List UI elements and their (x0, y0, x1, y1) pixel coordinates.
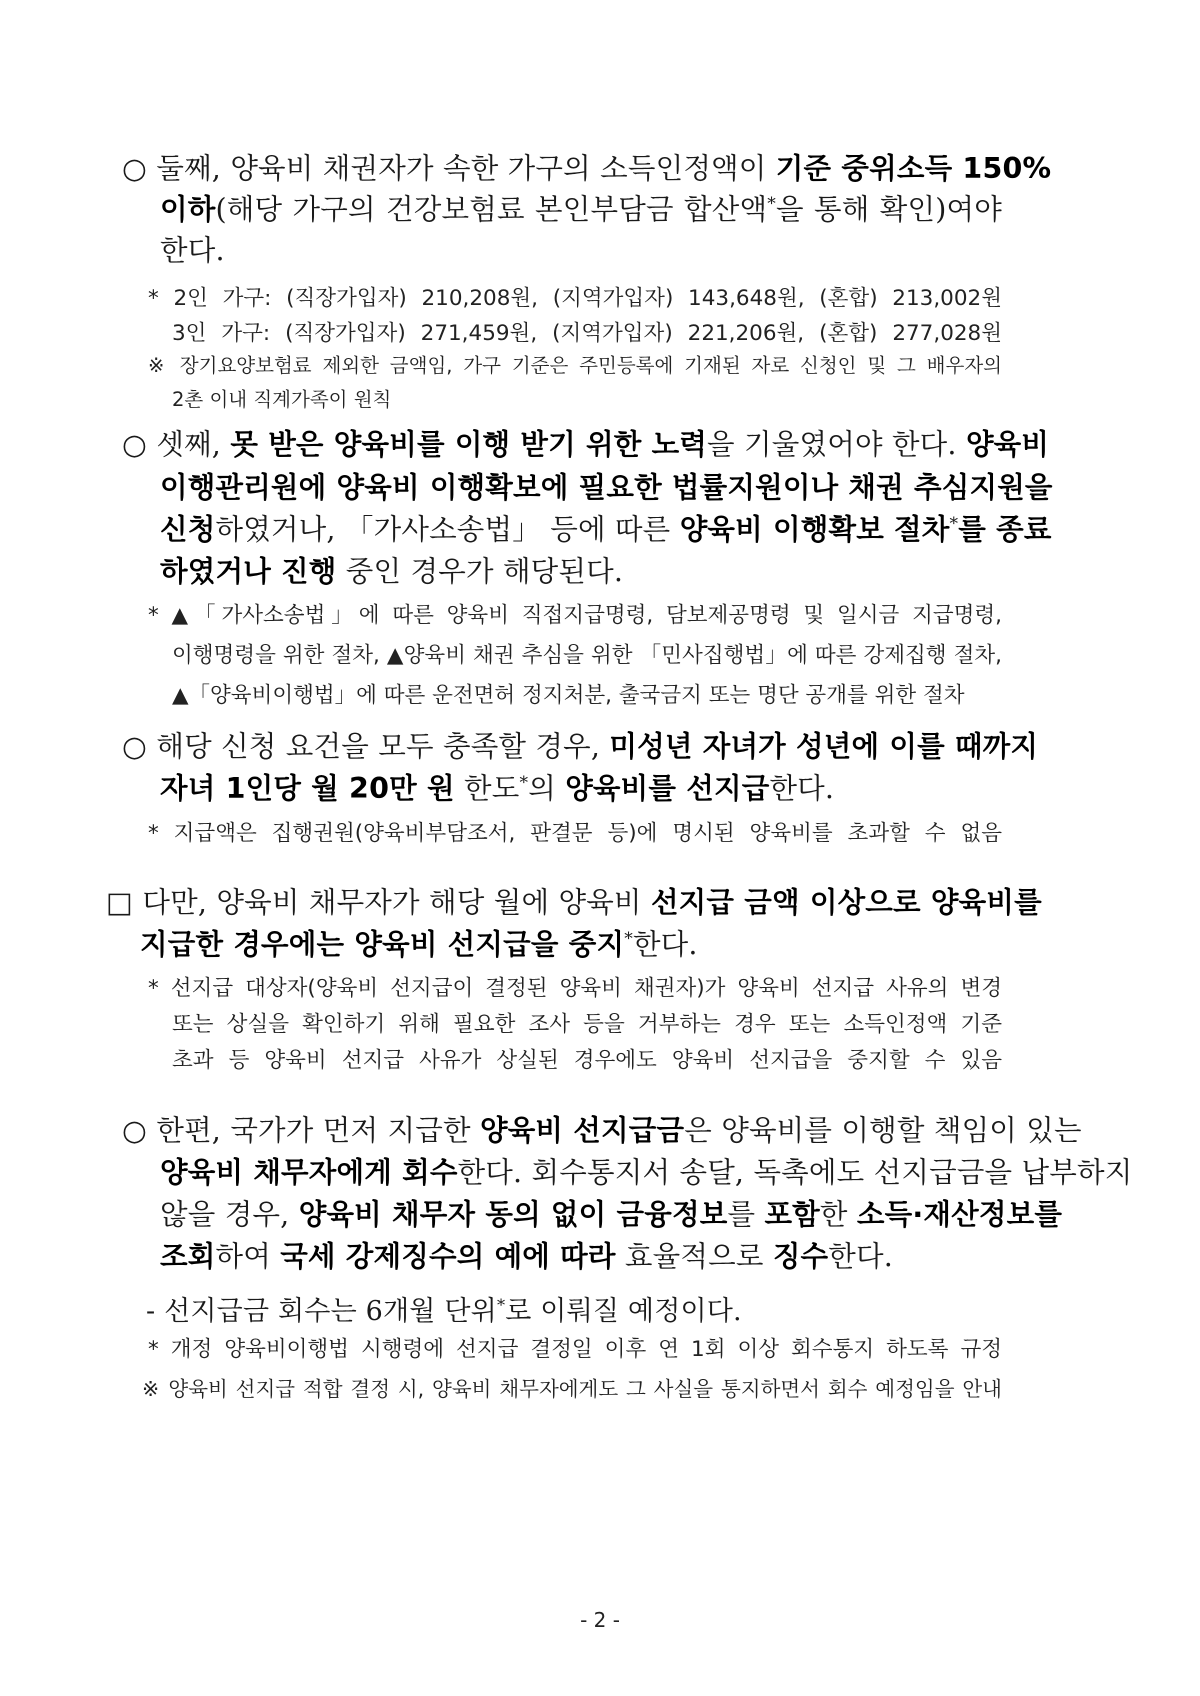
p1-note-3: ※ 장기요양보험료 제외한 금액임, 가구 기준은 주민등록에 기재된 자로 신청인 및 그 배우자의 (148, 354, 1002, 377)
bullet-circle: ○ (122, 428, 148, 461)
p5-note-1: * 개정 양육비이행법 시행령에 선지급 결정일 이후 연 1회 이상 회수통지 하도록 규정 (148, 1337, 1002, 1362)
bullet-circle: ○ (122, 1114, 148, 1147)
p2-line-2: 이행관리원에 양육비 이행확보에 필요한 법률지원이나 채권 추심지원을 (160, 471, 1053, 504)
p2-note-2: 이행명령을 위한 절차, ▲양육비 채권 추심을 위한 「민사집행법」에 따른 강제집행 절차, (172, 643, 1002, 668)
p1-line-1: ○ 둘째, 양육비 채권자가 속한 가구의 소득인정액이 기준 중위소득 150% (122, 152, 1052, 185)
p2-note-3: ▲「양육비이행법」에 따른 운전면허 정지처분, 출국금지 또는 명단 공개를 위한 절차 (172, 683, 965, 708)
p2-line-3: 신청하였거나, 「가사소송법」 등에 따른 양육비 이행확보 절차*를 종료 (160, 513, 1052, 546)
p5-line-4: 조회하여 국세 강제징수의 예에 따라 효율적으로 징수한다. (160, 1240, 894, 1273)
bullet-circle: ○ (122, 730, 148, 763)
p4-note-3: 초과 등 양육비 선지급 사유가 상실된 경우에도 양육비 선지급을 중지할 수 있음 (172, 1048, 1002, 1073)
p2-note-1: * ▲「가사소송법」에 따른 양육비 직접지급명령, 담보제공명령 및 일시금 지급명령, (148, 603, 1002, 628)
p5-dash-line: - 선지급금 회수는 6개월 단위*로 이뤄질 예정이다. (146, 1295, 742, 1327)
p5-note-2: ※ 양육비 선지급 적합 결정 시, 양육비 채무자에게도 그 사실을 통지하면서 회수 예정임을 안내 (142, 1377, 1002, 1401)
p5-line-1: ○ 한편, 국가가 먼저 지급한 양육비 선지급금은 양육비를 이행할 책임이 있는 (122, 1114, 1082, 1147)
p4-line-2: 지급한 경우에는 양육비 선지급을 중지*한다. (140, 928, 698, 961)
p4-note-2: 또는 상실을 확인하기 위해 필요한 조사 등을 거부하는 경우 또는 소득인정액 기준 (172, 1012, 1002, 1037)
bullet-circle: ○ (122, 152, 148, 185)
p2-line-1: ○ 셋째, 못 받은 양육비를 이행 받기 위한 노력을 기울였어야 한다. 양육비 (122, 428, 1050, 461)
p2-line-4: 하였거나 진행 중인 경우가 해당된다. (160, 555, 624, 588)
p1-note-2: 3인 가구: (직장가입자) 271,459원, (지역가입자) 221,206원, (혼합) 277,028원 (172, 321, 1002, 346)
bullet-square: □ (106, 886, 134, 919)
p1-line-3: 한다. (160, 234, 225, 267)
p1-note-4: 2촌 이내 직계가족이 원칙 (172, 388, 392, 411)
p1-note-1: * 2인 가구: (직장가입자) 210,208원, (지역가입자) 143,648원, (혼합) 213,002원 (148, 286, 1002, 311)
p4-line-1: □ 다만, 양육비 채무자가 해당 월에 양육비 선지급 금액 이상으로 양육비를 (106, 886, 1042, 919)
p5-line-2: 양육비 채무자에게 회수한다. 회수통지서 송달, 독촉에도 선지급금을 납부하지 (160, 1156, 1133, 1189)
p3-line-1: ○ 해당 신청 요건을 모두 충족할 경우, 미성년 자녀가 성년에 이를 때까지 (122, 730, 1039, 763)
page-number: - 2 - (580, 1608, 620, 1632)
p4-note-1: * 선지급 대상자(양육비 선지급이 결정된 양육비 채권자)가 양육비 선지급 사유의 변경 (148, 976, 1002, 1001)
p3-note-1: * 지급액은 집행권원(양육비부담조서, 판결문 등)에 명시된 양육비를 초과할 수 없음 (148, 821, 1002, 846)
p5-line-3: 않을 경우, 양육비 채무자 동의 없이 금융정보를 포함한 소득·재산정보를 (160, 1198, 1063, 1231)
p3-line-2: 자녀 1인당 월 20만 원 한도*의 양육비를 선지급한다. (160, 772, 835, 805)
p1-line-2: 이하(해당 가구의 건강보험료 본인부담금 합산액*을 통해 확인)여야 (160, 193, 1002, 226)
